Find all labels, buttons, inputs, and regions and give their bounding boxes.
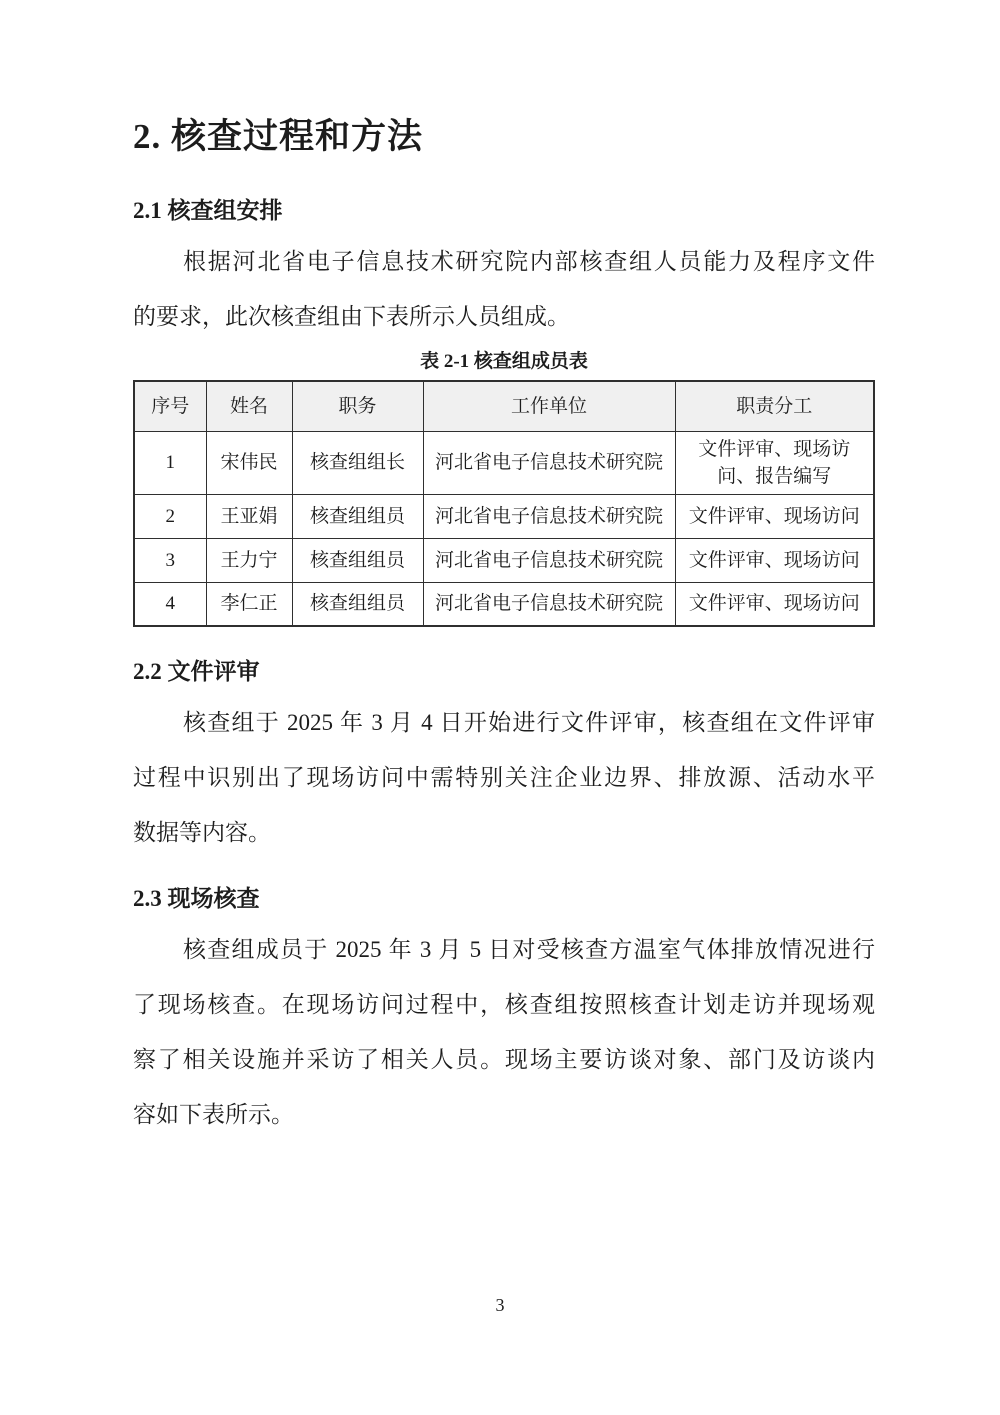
paragraph-line: 容如下表所示。: [133, 1102, 294, 1127]
paragraph-line: 了现场核查。在现场访问过程中，核查组按照核查计划走访并现场观: [133, 992, 875, 1017]
cell-duties: 文件评审、现场访问: [675, 582, 874, 626]
table-row: [134, 431, 874, 494]
section-2-3-paragraph: [133, 922, 875, 1142]
cell-duties: 文件评审、现场访问: [675, 538, 874, 582]
col-header-organization: 工作单位: [423, 381, 675, 431]
table-caption: 表 2-1 核查组成员表: [420, 351, 588, 372]
section-2-1-paragraph: [133, 234, 875, 344]
section-2-2-paragraph: [133, 695, 875, 860]
paragraph-line: 核查组于 2025 年 3 月 4 日开始进行文件评审，核查组在文件评审: [183, 710, 875, 735]
cell-index: 3: [134, 538, 206, 582]
table-row: [134, 582, 874, 626]
col-header-name: 姓名: [206, 381, 292, 431]
cell-index: 1: [134, 431, 206, 494]
section-2-2-heading: 2.2 文件评审: [133, 659, 260, 684]
paragraph-line: 核查组成员于 2025 年 3 月 5 日对受核查方温室气体排放情况进行: [183, 937, 875, 962]
cell-name: 王亚娟: [206, 494, 292, 538]
cell-name: 李仁正: [206, 582, 292, 626]
col-header-role: 职务: [292, 381, 423, 431]
cell-role: 核查组组员: [292, 582, 423, 626]
cell-duties: 文件评审、现场访问、报告编写: [675, 431, 874, 494]
paragraph-line: 的要求，此次核查组由下表所示人员组成。: [133, 304, 570, 329]
page-number: 3: [495, 1295, 505, 1315]
cell-duties: 文件评审、现场访问: [675, 494, 874, 538]
members-table: [133, 380, 875, 627]
cell-role: 核查组组员: [292, 494, 423, 538]
paragraph-line: 数据等内容。: [133, 820, 271, 845]
paragraph-line: 察了相关设施并采访了相关人员。现场主要访谈对象、部门及访谈内: [133, 1047, 875, 1072]
paragraph-line: 根据河北省电子信息技术研究院内部核查组人员能力及程序文件: [183, 249, 875, 274]
cell-organization: 河北省电子信息技术研究院: [423, 494, 675, 538]
section-2-3: [133, 884, 875, 1142]
col-header-duties: 职责分工: [675, 381, 874, 431]
table-row: [134, 494, 874, 538]
cell-organization: 河北省电子信息技术研究院: [423, 582, 675, 626]
cell-name: 王力宁: [206, 538, 292, 582]
cell-index: 2: [134, 494, 206, 538]
cell-organization: 河北省电子信息技术研究院: [423, 431, 675, 494]
section-2-3-heading: 2.3 现场核查: [133, 886, 260, 911]
section-2-2: [133, 657, 875, 860]
table-header-row: [134, 381, 874, 431]
cell-index: 4: [134, 582, 206, 626]
cell-role: 核查组组长: [292, 431, 423, 494]
section-2-1: [133, 196, 875, 344]
table-row: [134, 538, 874, 582]
cell-organization: 河北省电子信息技术研究院: [423, 538, 675, 582]
paragraph-line: 过程中识别出了现场访问中需特别关注企业边界、排放源、活动水平: [133, 765, 875, 790]
col-header-index: 序号: [134, 381, 206, 431]
section-2-1-heading: 2.1 核查组安排: [133, 198, 283, 223]
cell-name: 宋伟民: [206, 431, 292, 494]
cell-role: 核查组组员: [292, 538, 423, 582]
chapter-title: 2. 核查过程和方法: [133, 117, 424, 156]
